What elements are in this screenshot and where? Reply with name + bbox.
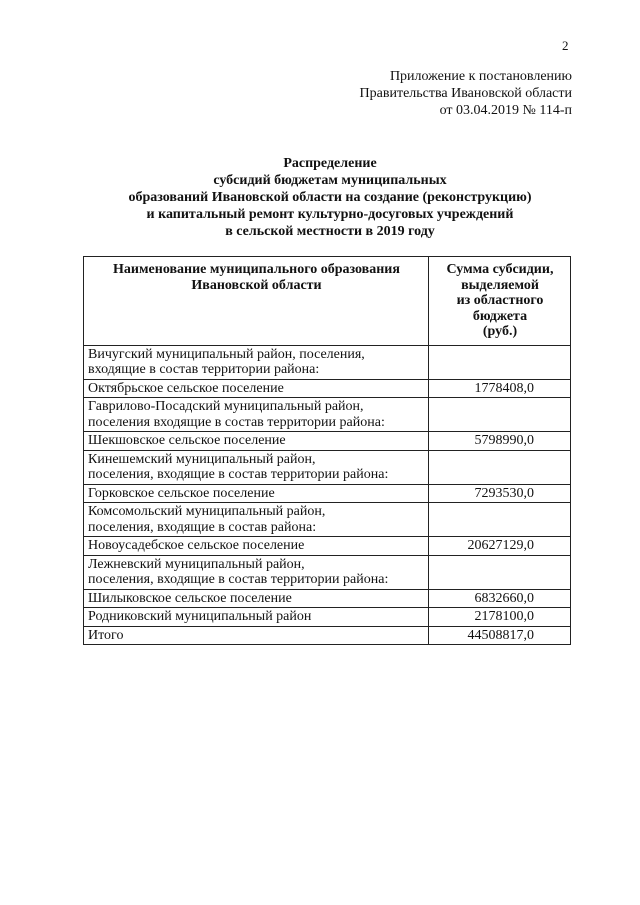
appendix-line: от 03.04.2019 № 114-п [439, 103, 572, 118]
table-row [84, 626, 571, 645]
municipality-name: поселения входящие в состав территории района: [88, 414, 385, 430]
document-title [70, 155, 590, 240]
municipality-name-cell [84, 503, 429, 537]
header-text: Сумма субсидии, [446, 262, 554, 277]
subsidy-amount-cell: 20627129,0 [429, 537, 571, 556]
title-line: Распределение [283, 156, 377, 171]
table-body [84, 345, 571, 645]
subsidy-amount-cell: 1778408,0 [429, 379, 571, 398]
municipality-name: входящие в состав территории района: [88, 362, 320, 377]
municipality-name: Вичугский муниципальный район, поселения, [88, 346, 365, 362]
municipality-name: Родниковский муниципальный район [88, 609, 312, 624]
table-row [84, 450, 571, 484]
header-text: выделяемой [461, 277, 539, 293]
table-row [84, 379, 571, 398]
title-line: субсидий бюджетам муниципальных [213, 173, 447, 188]
subsidy-amount-cell: 2178100,0 [429, 608, 571, 627]
appendix-line: Приложение к постановлению [389, 69, 572, 84]
subsidy-amount-cell: 7293530,0 [429, 484, 571, 503]
municipality-name-cell [84, 555, 429, 589]
municipality-name-cell [84, 608, 429, 627]
municipality-name: Итого [88, 627, 124, 643]
municipality-name: Комсомольский муниципальный район, [88, 504, 326, 519]
appendix-note [360, 68, 572, 119]
header-text: Наименование муниципального образования [113, 262, 400, 277]
table-row [84, 589, 571, 608]
column-header-amount [429, 257, 571, 346]
municipality-name-cell [84, 589, 429, 608]
municipality-name-cell [84, 345, 429, 379]
subsidy-amount-cell [429, 345, 571, 379]
municipality-name: Гаврилово-Посадский муниципальный район, [88, 399, 364, 414]
subsidy-amount-cell [429, 503, 571, 537]
subsidy-amount-cell [429, 555, 571, 589]
municipality-name: поселения, входящие в состав территории района: [88, 467, 389, 482]
table-row [84, 503, 571, 537]
table-row [84, 537, 571, 556]
table-row [84, 432, 571, 451]
municipality-name-cell [84, 450, 429, 484]
header-text: Ивановской области [191, 277, 322, 293]
subsidy-amount-cell [429, 450, 571, 484]
municipality-name: Шекшовское сельское поселение [88, 433, 286, 448]
subsidy-amount-cell: 6832660,0 [429, 589, 571, 608]
column-header-name [84, 257, 429, 346]
municipality-name: поселения, входящие в состав района: [88, 519, 317, 535]
municipality-name: поселения, входящие в состав территории района: [88, 572, 389, 587]
header-text: (руб.) [482, 324, 518, 339]
municipality-name: Новоусадебское сельское поселение [88, 538, 305, 553]
municipality-name-cell [84, 626, 429, 645]
subsidy-amount-cell: 44508817,0 [429, 626, 571, 645]
municipality-name-cell [84, 484, 429, 503]
appendix-line: Правительства Ивановской области [359, 86, 572, 101]
subsidy-table [83, 256, 571, 645]
subsidy-amount-cell [429, 398, 571, 432]
table-header-row [84, 257, 571, 346]
municipality-name-cell [84, 537, 429, 556]
table-row [84, 608, 571, 627]
table-row [84, 484, 571, 503]
municipality-name: Горковское сельское поселение [88, 485, 275, 501]
municipality-name: Кинешемский муниципальный район, [88, 451, 316, 467]
table-row [84, 398, 571, 432]
header-text: бюджета [472, 308, 528, 324]
title-line: в сельской местности в 2019 году [225, 224, 435, 239]
municipality-name: Лежневский муниципальный район, [88, 556, 305, 572]
page-number: 2 [562, 38, 569, 53]
table-row [84, 555, 571, 589]
municipality-name-cell [84, 398, 429, 432]
municipality-name-cell [84, 432, 429, 451]
table-row [84, 345, 571, 379]
header-text: из областного [456, 293, 544, 308]
municipality-name-cell [84, 379, 429, 398]
municipality-name: Октябрьское сельское поселение [88, 380, 284, 396]
title-line: и капитальный ремонт культурно-досуговых учреждений [146, 207, 514, 222]
municipality-name: Шилыковское сельское поселение [88, 590, 292, 606]
title-line: образований Ивановской области на создание (реконструкцию) [128, 190, 532, 205]
subsidy-amount-cell: 5798990,0 [429, 432, 571, 451]
